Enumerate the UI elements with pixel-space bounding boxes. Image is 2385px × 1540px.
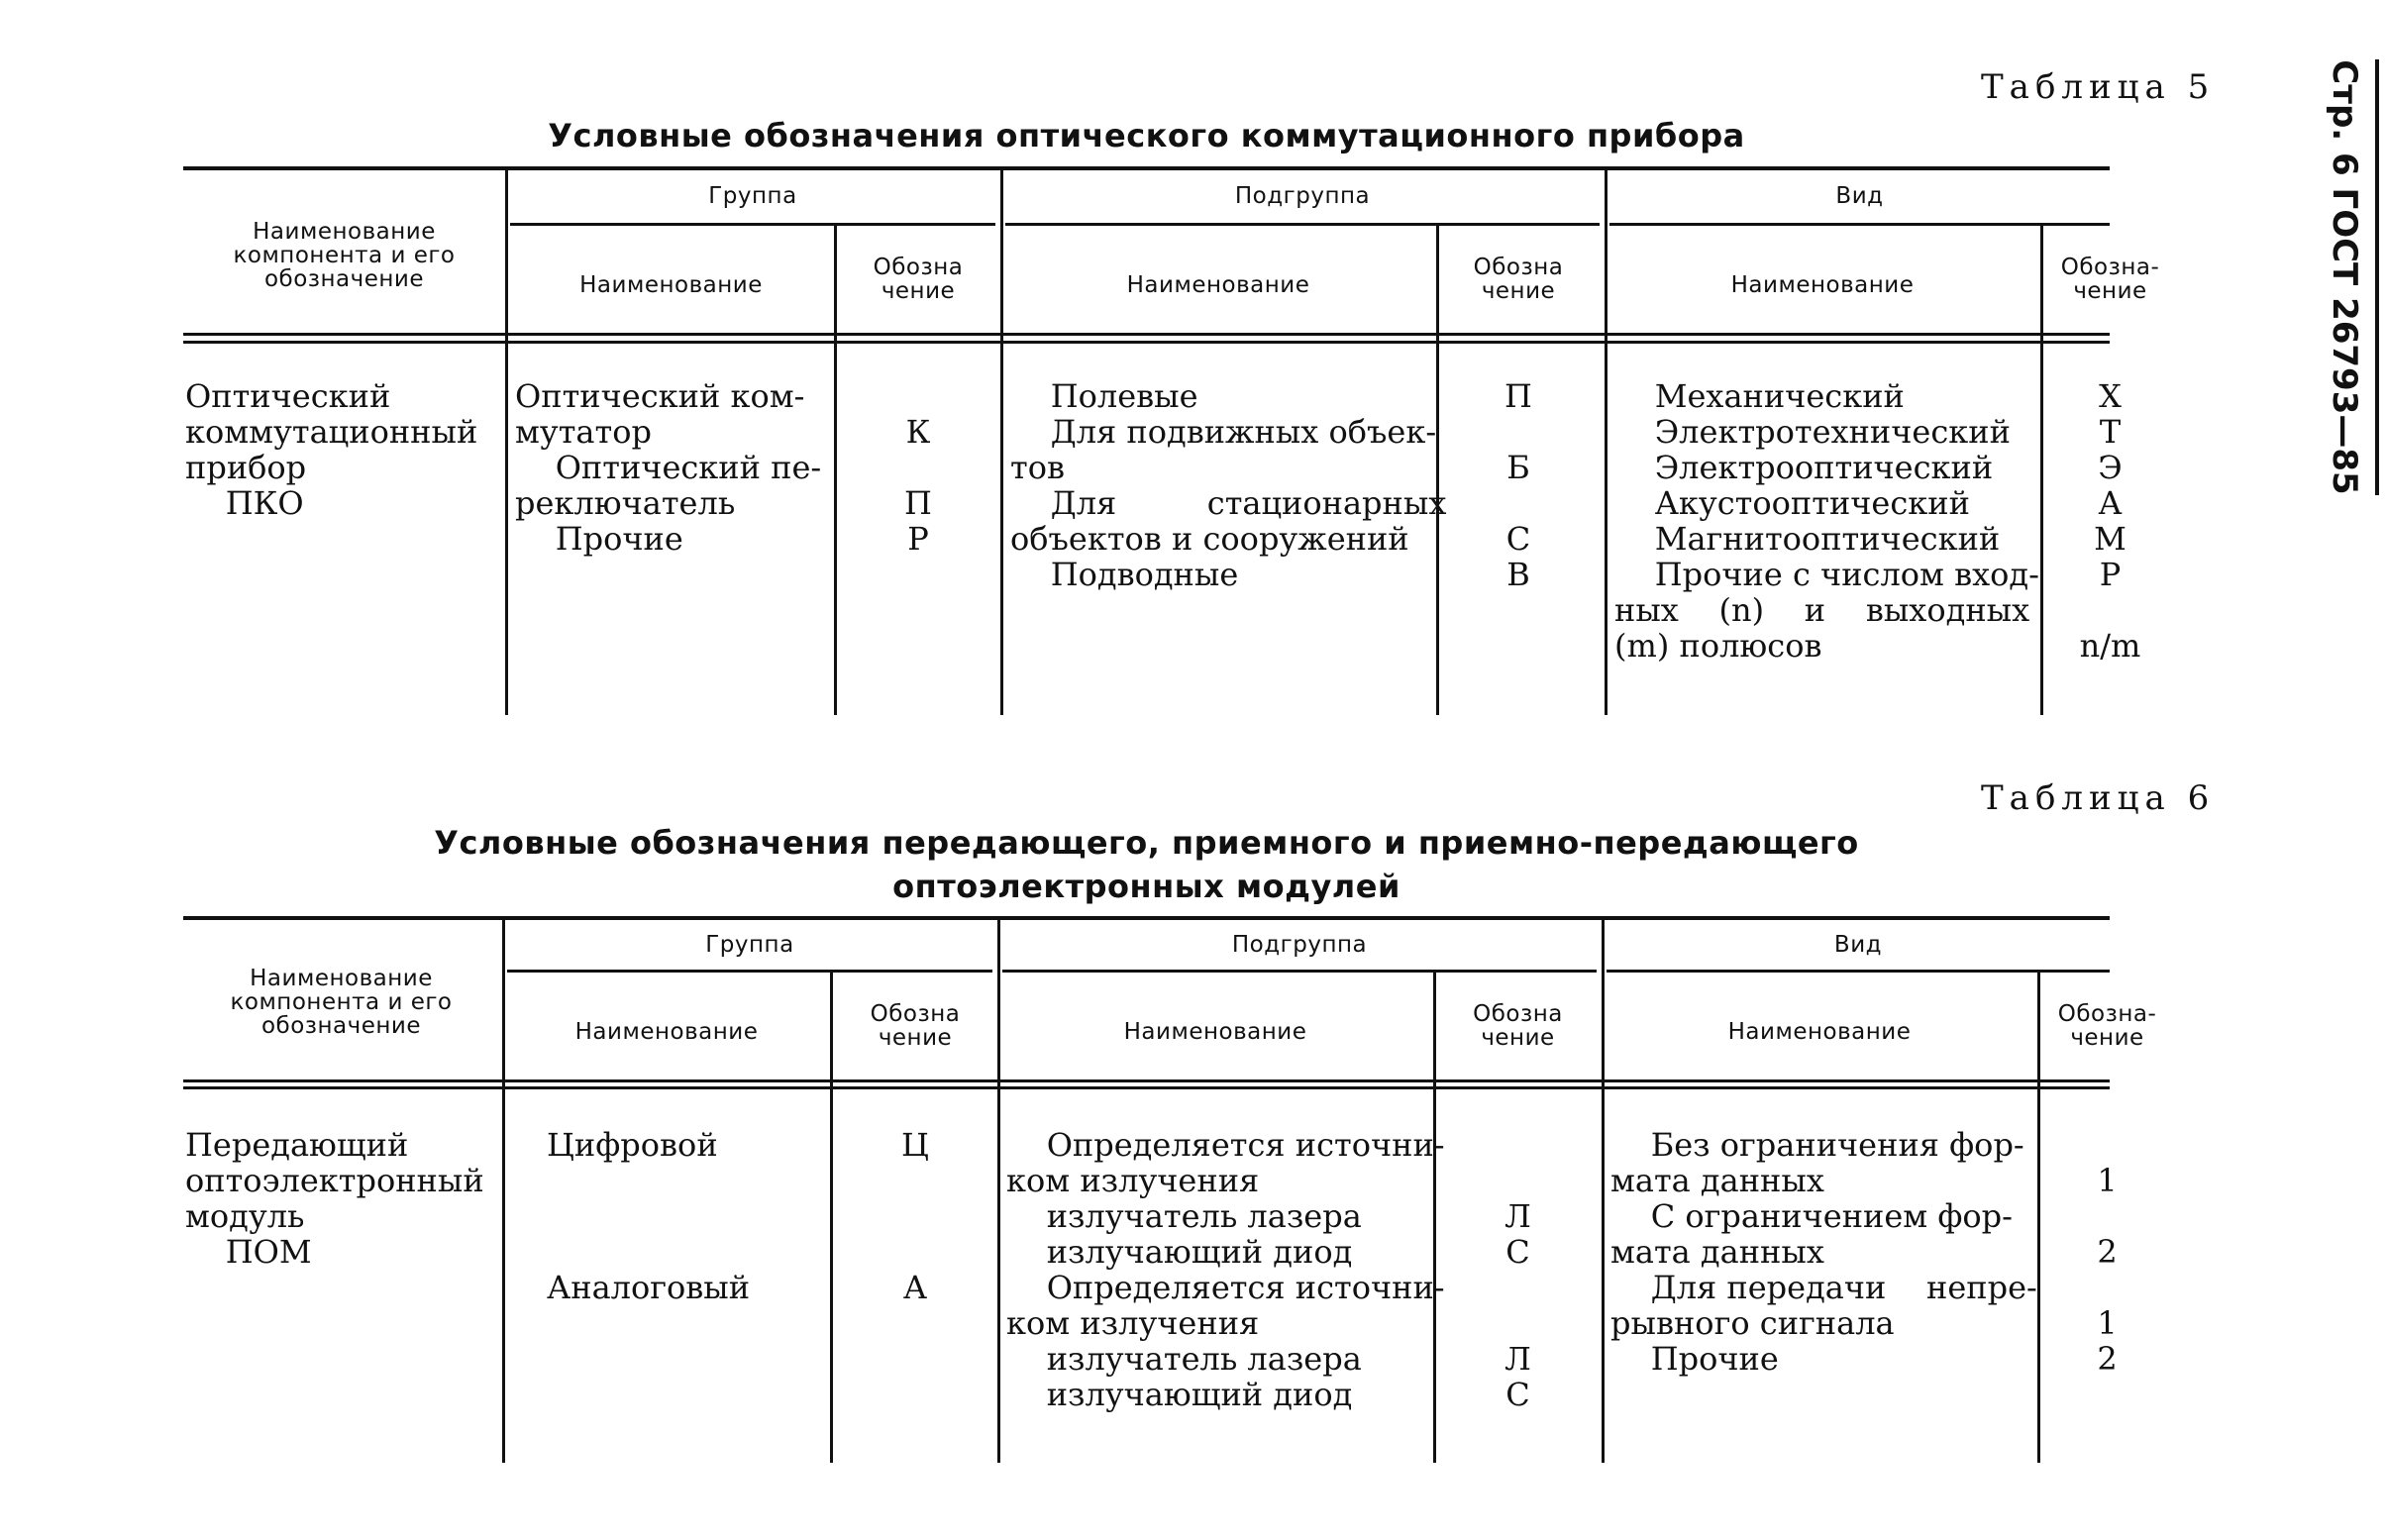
- table6-header-rule-2: [183, 1086, 2110, 1089]
- table5-label: Таблица 5: [1981, 67, 2216, 107]
- table5-col-divider: [2040, 226, 2043, 715]
- table6-kind-codes: 1 2 1 2: [2097, 1162, 2118, 1378]
- table6-header-kind: Вид: [1833, 932, 1883, 958]
- table5-header-kind: Вид: [1835, 183, 1884, 209]
- table6-header-kind-name: Наименование: [1727, 1019, 1912, 1045]
- table6-header-group-code: Обозна чение: [870, 1001, 961, 1051]
- table6-kind-names: Без ограничения фор- мата данных С ограничением фор- мата данных Для передачи непре- рывного сигнала Прочие: [1610, 1126, 2037, 1378]
- table5-kind-rule: [1609, 223, 2110, 226]
- table5-group-rule: [510, 223, 995, 226]
- table5-header-subgroup: Подгруппа: [1234, 183, 1371, 209]
- table6-subgroup-rule: [1002, 970, 1597, 973]
- table5-header-subgroup-code: Обозна чение: [1473, 255, 1564, 304]
- table5-header-component: Наименование компонента и его обозначение: [233, 219, 456, 292]
- table5-header-subgroup-name: Наименование: [1126, 272, 1310, 298]
- table5-component-cell: Оптический коммутационный прибор ПКО: [185, 377, 478, 522]
- table5-group-codes: К П Р: [904, 413, 932, 558]
- table6-header-subgroup-name: Наименование: [1123, 1019, 1307, 1045]
- table5-kind-names: Механический Электротехнический Электрооптический Акустооптический Магнитооптический Прочие с числом вход- ных (n) и выходных (m) полюсов: [1614, 377, 2039, 665]
- table5-title: Условные обозначения оптического коммутационного прибора: [548, 117, 1745, 154]
- table6-top-rule: [183, 916, 2110, 920]
- table5-subgroup-codes: П Б С В: [1504, 377, 1532, 593]
- table6-label: Таблица 6: [1981, 778, 2216, 818]
- table6-col-divider: [502, 920, 505, 1463]
- table6-group-names: Цифровой Аналоговый: [547, 1126, 751, 1306]
- table5-header-rule-2: [183, 341, 2110, 344]
- table5-subgroup-rule: [1005, 223, 1600, 226]
- table5-subgroup-names: Полевые Для подвижных объек- тов Для стационарных объектов и сооружений Подводные: [1010, 377, 1447, 593]
- table5-header-kind-code: Обозна- чение: [2060, 255, 2160, 304]
- table6-header-component: Наименование компонента и его обозначение: [230, 966, 453, 1039]
- side-divider: [2375, 59, 2379, 495]
- table5-group-names: Оптический ком- мутатор Оптический пе- реключатель Прочие: [515, 377, 822, 558]
- table6-kind-rule: [1607, 970, 2110, 973]
- table6-header-group-name: Наименование: [574, 1019, 759, 1045]
- table5-col-divider: [834, 226, 837, 715]
- table6-header-subgroup: Подгруппа: [1231, 932, 1368, 958]
- table6-col-divider: [830, 973, 833, 1463]
- table6-component-cell: Передающий оптоэлектронный модуль ПОМ: [185, 1126, 484, 1271]
- table6-col-divider: [997, 920, 1000, 1463]
- side-running-header: Стр. 6 ГОСТ 26793—85: [2325, 59, 2364, 495]
- table5-header-rule-1: [183, 333, 2110, 336]
- table6-header-kind-code: Обозна- чение: [2057, 1001, 2157, 1051]
- table5-top-rule: [183, 166, 2110, 170]
- table5-kind-codes: Х Т Э А М Р n/m: [2079, 377, 2141, 665]
- table6-header-group: Группа: [705, 932, 794, 958]
- table5-header-group: Группа: [708, 183, 797, 209]
- table5-header-group-code: Обозна чение: [873, 255, 964, 304]
- table5-header-group-name: Наименование: [579, 272, 763, 298]
- table6-group-codes: Ц А: [901, 1126, 929, 1306]
- table6-title-line2: оптоэлектронных модулей: [892, 868, 1400, 905]
- table6-subgroup-codes: Л С Л С: [1504, 1197, 1531, 1413]
- table5-col-divider: [505, 170, 508, 715]
- table6-col-divider: [1602, 920, 1605, 1463]
- table6-header-subgroup-code: Обозна чение: [1473, 1001, 1563, 1051]
- table6-subgroup-names: Определяется источни- ком излучения излучатель лазера излучающий диод Определяется источни- ком излучения излучатель лазера излучающий диод: [1006, 1126, 1445, 1413]
- table6-header-rule-1: [183, 1079, 2110, 1082]
- table5-col-divider: [1605, 170, 1607, 715]
- table5-col-divider: [1000, 170, 1003, 715]
- table6-title-line1: Условные обозначения передающего, приемного и приемно-передающего: [434, 824, 1859, 862]
- table6-col-divider: [2037, 973, 2040, 1463]
- table6-group-rule: [507, 970, 992, 973]
- table5-header-kind-name: Наименование: [1730, 272, 1915, 298]
